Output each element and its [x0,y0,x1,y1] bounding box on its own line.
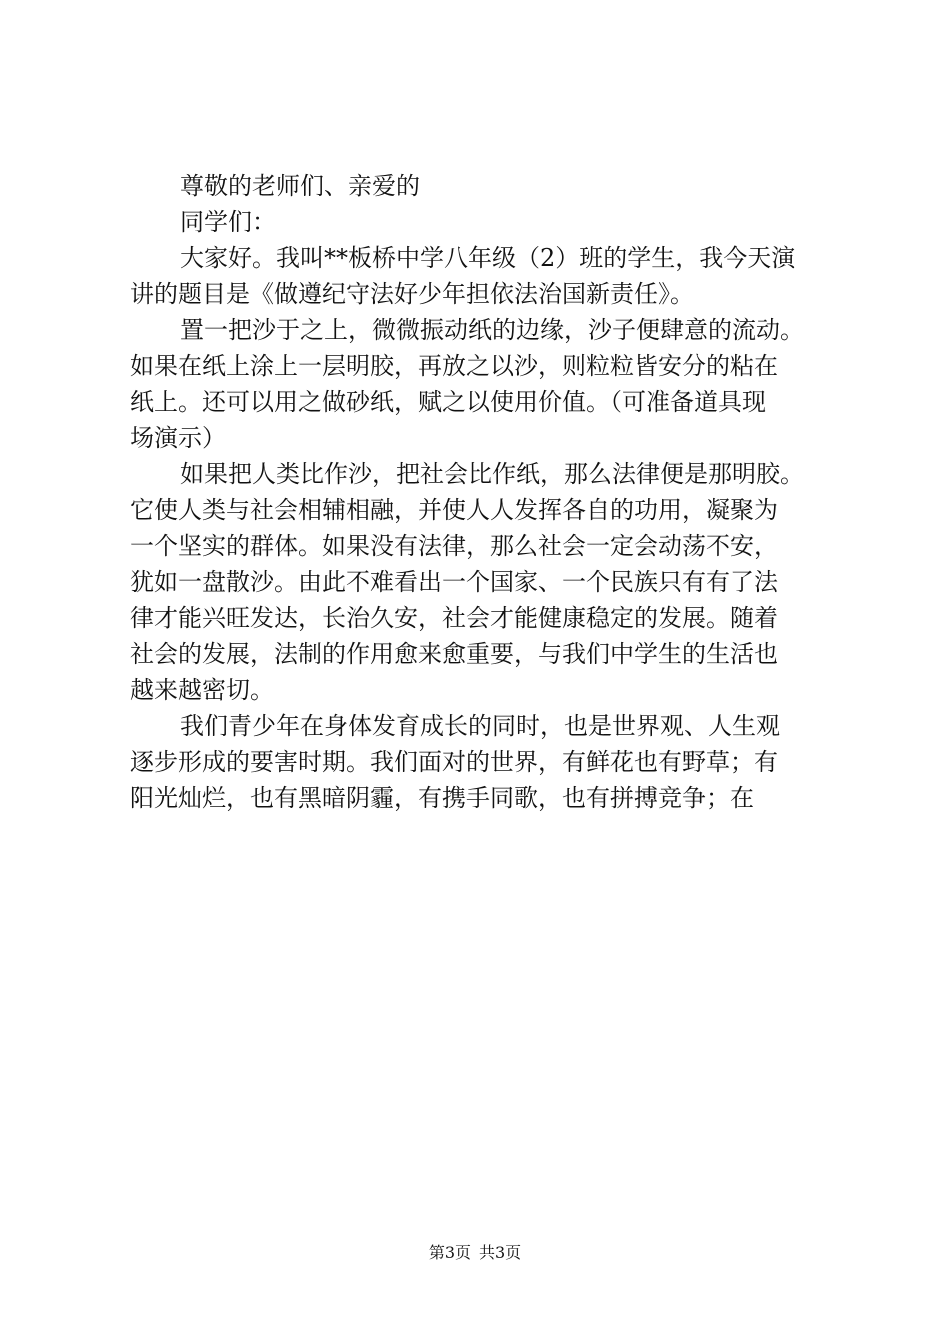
text-line: 大家好。我叫**板桥中学八年级（2）班的学生，我今天演 [180,244,796,272]
text-line: 尊敬的老师们、亲爱的 [180,172,420,200]
text-line: 犹如一盘散沙。由此不难看出一个国家、一个民族只有有了法 [130,568,778,596]
speech-body [130,168,830,816]
page-footer [0,1243,950,1263]
text-line: 逐步形成的要害时期。我们面对的世界，有鲜花也有野草；有 [130,748,778,776]
text-line: 纸上。还可以用之做砂纸，赋之以使用价值。（可准备道具现 [130,388,766,416]
text-line: 社会的发展，法制的作用愈来愈重要，与我们中学生的生活也 [130,640,778,668]
text-line: 律才能兴旺发达，长治久安，社会才能健康稳定的发展。随着 [130,604,778,632]
text-line: 一个坚实的群体。如果没有法律，那么社会一定会动荡不安， [130,532,778,560]
text-line: 它使人类与社会相辅相融，并使人人发挥各自的功用，凝聚为 [130,496,778,524]
text-line: 置一把沙于之上，微微振动纸的边缘，沙子便肆意的流动。 [180,316,804,344]
page-number: 第3页 [428,1243,471,1262]
text-line: 我们青少年在身体发育成长的同时，也是世界观、人生观 [180,712,780,740]
text-line: 讲的题目是《做遵纪守法好少年担依法治国新责任》。 [130,280,694,308]
text-line: 如果在纸上涂上一层明胶，再放之以沙，则粒粒皆安分的粘在 [130,352,778,380]
text-line: 越来越密切。 [130,676,274,704]
text-line: 如果把人类比作沙，把社会比作纸，那么法律便是那明胶。 [180,460,804,488]
text-line: 阳光灿烂，也有黑暗阴霾，有携手同歌，也有拼搏竞争；在 [130,784,754,812]
text-line: 同学们： [180,208,276,236]
page-total: 共3页 [479,1243,522,1262]
text-line: 场演示） [130,424,226,452]
